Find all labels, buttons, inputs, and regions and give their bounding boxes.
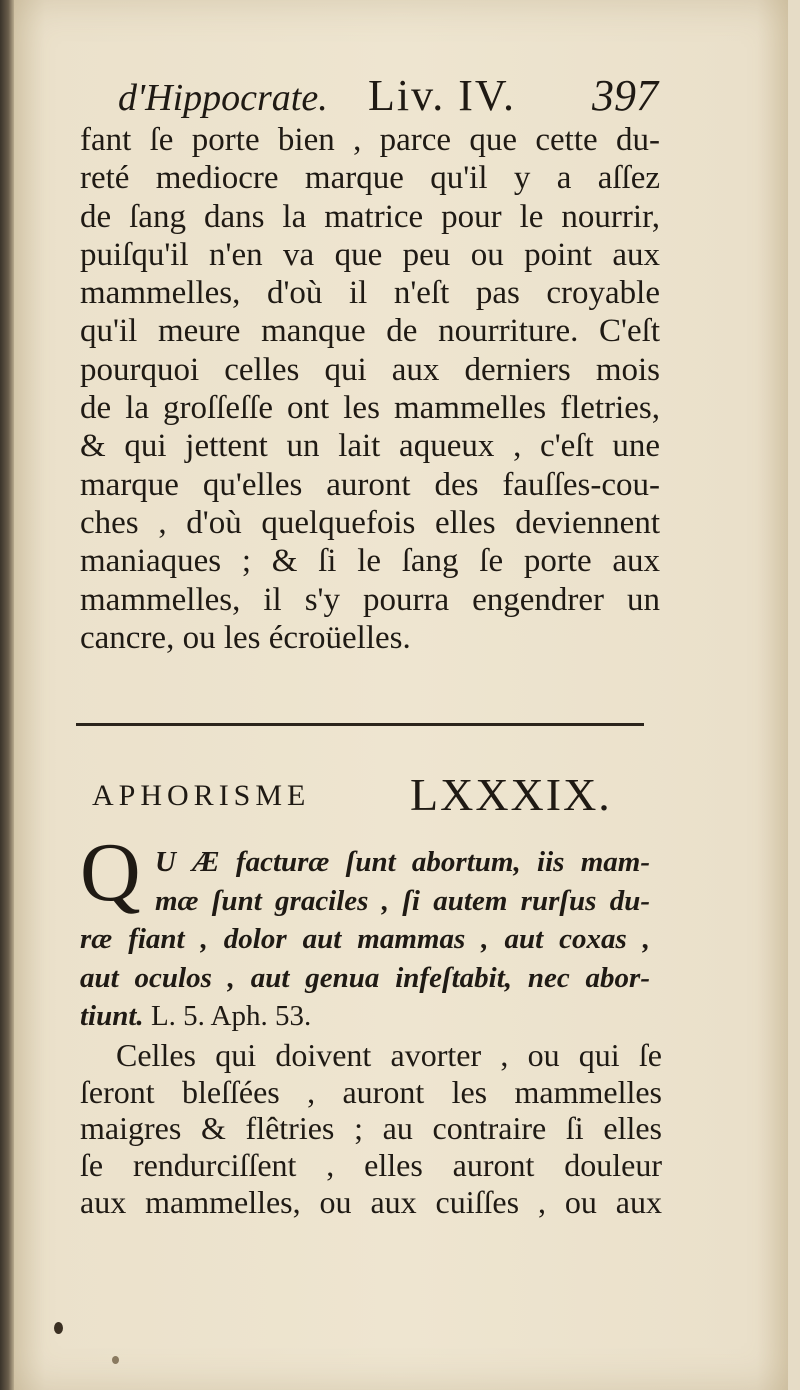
translation [80,1037,662,1220]
text-line: pourquoi celles qui aux derniers mois [80,351,660,388]
aphorism-reference: L. 5. Aph. 53. [150,1000,312,1032]
latin-aphorism [80,843,650,1036]
text-line: de la groſſeſſe ont les mammelles fletries, [80,390,660,427]
aphorism-heading [92,765,612,825]
text-line: marque qu'elles auront des fauſſes-cou- [80,466,660,503]
text-line: mammelles, d'où il n'eſt pas croyable [80,275,660,312]
text-line: fant ſe porte bien , parce que cette du- [80,122,660,158]
latin-line: mæ ſunt graciles , ſi autem rurſus du- [155,884,650,917]
text-line: maniaques ; & ſi le ſang ſe porte aux [80,543,660,580]
translation-line: aux mammelles, ou aux cuiſſes , ou aux [80,1183,662,1220]
text-line: reté mediocre marque qu'il y a aſſez [80,160,660,197]
running-title: d'Hippocrate. [118,77,328,119]
text-line: ches , d'où quelquefois elles deviennent [80,504,660,541]
drop-cap: Q [80,826,141,919]
translation-line: Celles qui doivent avorter , ou qui ſe [116,1037,662,1073]
latin-line: tiunt. [80,1000,144,1032]
latin-line: ræ fiant , dolor aut mammas , aut coxas , [80,923,650,955]
text-line: puiſqu'il n'en va que peu ou point aux [80,236,660,273]
text-line: qu'il meure manque de nourriture. C'eſt [80,313,660,350]
running-header [118,68,658,124]
section-rule [76,723,644,726]
body-text [80,121,660,657]
latin-line: aut oculos , aut genua infeſtabit, nec abor- [80,961,650,994]
latin-line: U Æ facturæ ſunt abortum, iis mam- [155,846,650,878]
book-gutter [0,0,14,1390]
book-number: Liv. IV. [368,71,516,120]
aphorism-number: LXXXIX. [410,769,612,820]
translation-line: ſeront bleſſées , auront les mammelles [80,1073,662,1110]
text-line: cancre, ou les écroüelles. [80,619,411,656]
text-line: mammelles, il s'y pourra engendrer un [80,581,660,618]
translation-line: ſe rendurciſſent , elles auront douleur [80,1147,662,1184]
aphorism-label: APHORISME [92,779,311,812]
text-line: de ſang dans la matrice pour le nourrir, [80,198,660,235]
translation-line: maigres & flêtries ; au contraire ſi elles [80,1110,662,1147]
latin-last-line [80,997,650,1036]
ink-spot [54,1322,63,1334]
text-line: & qui jettent un lait aqueux , c'eſt une [80,428,660,465]
ink-spot [112,1356,119,1364]
page-number: 397 [592,71,658,120]
